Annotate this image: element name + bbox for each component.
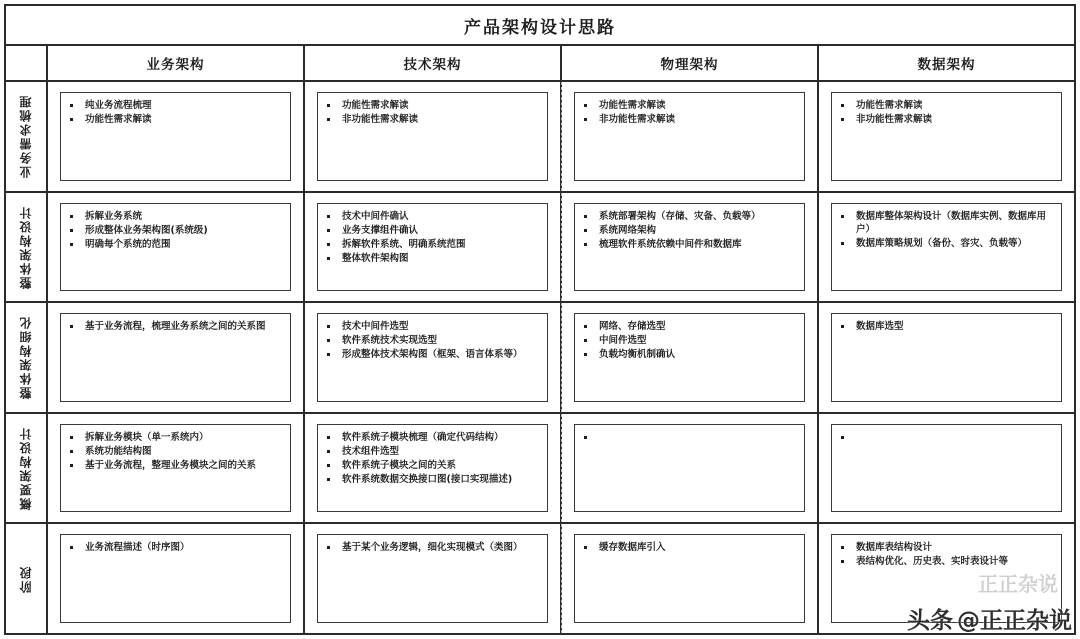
architecture-matrix xyxy=(4,4,1076,635)
matrix-row xyxy=(6,524,1074,633)
list-item xyxy=(836,431,1057,442)
content-box xyxy=(60,313,291,402)
list-item: 数据库整体架构设计（数据库实例、数据库用户） xyxy=(836,210,1057,236)
bullet-list xyxy=(65,431,286,472)
row-label-outline-design xyxy=(6,414,48,523)
list-item: 中间件选型 xyxy=(579,334,800,347)
column-header-business: 业务架构 xyxy=(48,46,305,80)
matrix-row xyxy=(6,193,1074,304)
row-label-overall-refinement xyxy=(6,303,48,412)
list-item: 整体软件架构图 xyxy=(322,252,543,265)
content-box xyxy=(574,534,805,623)
bullet-list xyxy=(836,320,1057,333)
bullet-list xyxy=(579,431,800,442)
list-item: 缓存数据库引入 xyxy=(579,541,800,554)
list-item: 形成整体技术架构图（框架、语言体系等） xyxy=(322,348,543,361)
list-item: 非功能性需求解读 xyxy=(579,113,800,126)
list-item: 技术组件选型 xyxy=(322,445,543,458)
list-item: 功能性需求解读 xyxy=(65,113,286,126)
list-item: 软件系统数据交换接口图(接口实现描述) xyxy=(322,473,543,486)
list-item: 软件系统技术实现选型 xyxy=(322,334,543,347)
bullet-list xyxy=(65,320,286,333)
cell-r4c1 xyxy=(48,414,305,523)
list-item: 网络、存储选型 xyxy=(579,320,800,333)
cell-r5c1 xyxy=(48,524,305,633)
cell-r2c3 xyxy=(561,193,819,302)
list-item: 技术中间件选型 xyxy=(322,320,543,333)
content-box xyxy=(317,203,548,292)
content-box xyxy=(317,313,548,402)
list-item: 表结构优化、历史表、实时表设计等 xyxy=(836,555,1057,568)
list-item: 数据库选型 xyxy=(836,320,1057,333)
bullet-list xyxy=(579,320,800,361)
cell-r5c4 xyxy=(819,524,1074,633)
matrix-body xyxy=(6,82,1074,633)
row-label-text: 业务需求梳理 xyxy=(19,94,33,179)
list-item: 非功能性需求解读 xyxy=(836,113,1057,126)
bullet-list xyxy=(322,99,543,126)
cell-r1c1 xyxy=(48,82,305,191)
cell-r3c1 xyxy=(48,303,305,412)
cell-r2c1 xyxy=(48,193,305,302)
list-item: 梳理软件系统依赖中间件和数据库 xyxy=(579,238,800,251)
diagram-title-bar xyxy=(6,6,1074,46)
list-item: 业务流程描述（时序图） xyxy=(65,541,286,554)
bullet-list xyxy=(579,210,800,251)
watermark-ghost: 正正杂说 xyxy=(978,572,1058,596)
list-item: 系统网络架构 xyxy=(579,224,800,237)
content-box xyxy=(574,92,805,181)
content-box xyxy=(317,92,548,181)
matrix-row xyxy=(6,303,1074,414)
list-item: 数据库表结构设计 xyxy=(836,541,1057,554)
content-box xyxy=(831,92,1062,181)
column-header-physical: 物理架构 xyxy=(562,46,819,80)
cell-r2c4 xyxy=(819,193,1074,302)
list-item: 基于业务流程，整理业务模块之间的关系 xyxy=(65,459,286,472)
cell-r5c2 xyxy=(305,524,562,633)
row-label-text: 整体架构细化 xyxy=(19,315,33,400)
list-item: 拆解业务模块（单一系统内） xyxy=(65,431,286,444)
cell-r5c3 xyxy=(561,524,819,633)
cell-r4c2 xyxy=(305,414,562,523)
row-label-requirements xyxy=(6,82,48,191)
bullet-list xyxy=(65,99,286,126)
list-item: 拆解软件系统、明确系统范围 xyxy=(322,238,543,251)
cell-r4c4 xyxy=(819,414,1074,523)
cell-r2c2 xyxy=(305,193,562,302)
cell-r3c2 xyxy=(305,303,562,412)
watermark-brand: 头条 xyxy=(907,608,953,634)
content-box xyxy=(831,203,1062,292)
list-item: 基于业务流程，梳理业务系统之间的关系图 xyxy=(65,320,286,333)
watermark-handle: @正正杂说 xyxy=(957,608,1072,634)
row-label-overall-design xyxy=(6,193,48,302)
row-label-text: 整体架构设计 xyxy=(19,204,33,289)
row-label-stage xyxy=(6,524,48,633)
list-item: 形成整体业务架构图(系统级) xyxy=(65,224,286,237)
bullet-list xyxy=(322,210,543,265)
bullet-list xyxy=(322,431,543,486)
list-item: 非功能性需求解读 xyxy=(322,113,543,126)
column-header-data: 数据架构 xyxy=(917,57,976,73)
page-title: 产品架构设计思路 xyxy=(464,17,616,38)
cell-r4c3 xyxy=(561,414,819,523)
content-box xyxy=(574,424,805,513)
matrix-row xyxy=(6,82,1074,193)
content-box xyxy=(831,313,1062,402)
list-item: 软件系统子模块之间的关系 xyxy=(322,459,543,472)
corner-cell xyxy=(6,46,48,80)
matrix-row xyxy=(6,414,1074,525)
list-item: 数据库策略规划（备份、容灾、负载等） xyxy=(836,237,1057,250)
list-item: 功能性需求解读 xyxy=(579,99,800,112)
bullet-list xyxy=(836,541,1057,568)
list-item: 功能性需求解读 xyxy=(322,99,543,112)
bullet-list xyxy=(836,431,1057,442)
row-label-text: 阶段 xyxy=(19,564,33,593)
list-item: 系统部署架构（存储、灾备、负载等） xyxy=(579,210,800,223)
content-box xyxy=(574,313,805,402)
bullet-list xyxy=(65,210,286,251)
bullet-list xyxy=(322,320,543,361)
bullet-list xyxy=(579,99,800,126)
column-header-technical: 技术架构 xyxy=(305,46,562,80)
content-box xyxy=(60,534,291,623)
cell-r1c4 xyxy=(819,82,1074,191)
list-item: 系统功能结构图 xyxy=(65,445,286,458)
bullet-list xyxy=(65,541,286,554)
list-item: 功能性需求解读 xyxy=(836,99,1057,112)
list-item: 负载均衡机制确认 xyxy=(579,348,800,361)
list-item xyxy=(579,431,800,442)
column-header-row xyxy=(6,46,1074,82)
bullet-list xyxy=(836,99,1057,126)
content-box xyxy=(831,534,1062,623)
bullet-list xyxy=(836,210,1057,250)
list-item: 基于某个业务逻辑，细化实现模式（类图） xyxy=(322,541,543,554)
bullet-list xyxy=(322,541,543,554)
bullet-list xyxy=(579,541,800,554)
content-box xyxy=(831,424,1062,513)
cell-r1c3 xyxy=(561,82,819,191)
content-box xyxy=(60,424,291,513)
content-box xyxy=(574,203,805,292)
content-box xyxy=(317,424,548,513)
cell-r3c4 xyxy=(819,303,1074,412)
content-box xyxy=(60,203,291,292)
list-item: 软件系统子模块梳理（确定代码结构） xyxy=(322,431,543,444)
list-item: 纯业务流程梳理 xyxy=(65,99,286,112)
content-box xyxy=(317,534,548,623)
cell-r1c2 xyxy=(305,82,562,191)
list-item: 技术中间件确认 xyxy=(322,210,543,223)
list-item: 拆解业务系统 xyxy=(65,210,286,223)
row-label-text: 概要架构设计 xyxy=(19,426,33,511)
content-box xyxy=(60,92,291,181)
list-item: 业务支撑组件确认 xyxy=(322,224,543,237)
cell-r3c3 xyxy=(561,303,819,412)
list-item: 明确每个系统的范围 xyxy=(65,238,286,251)
